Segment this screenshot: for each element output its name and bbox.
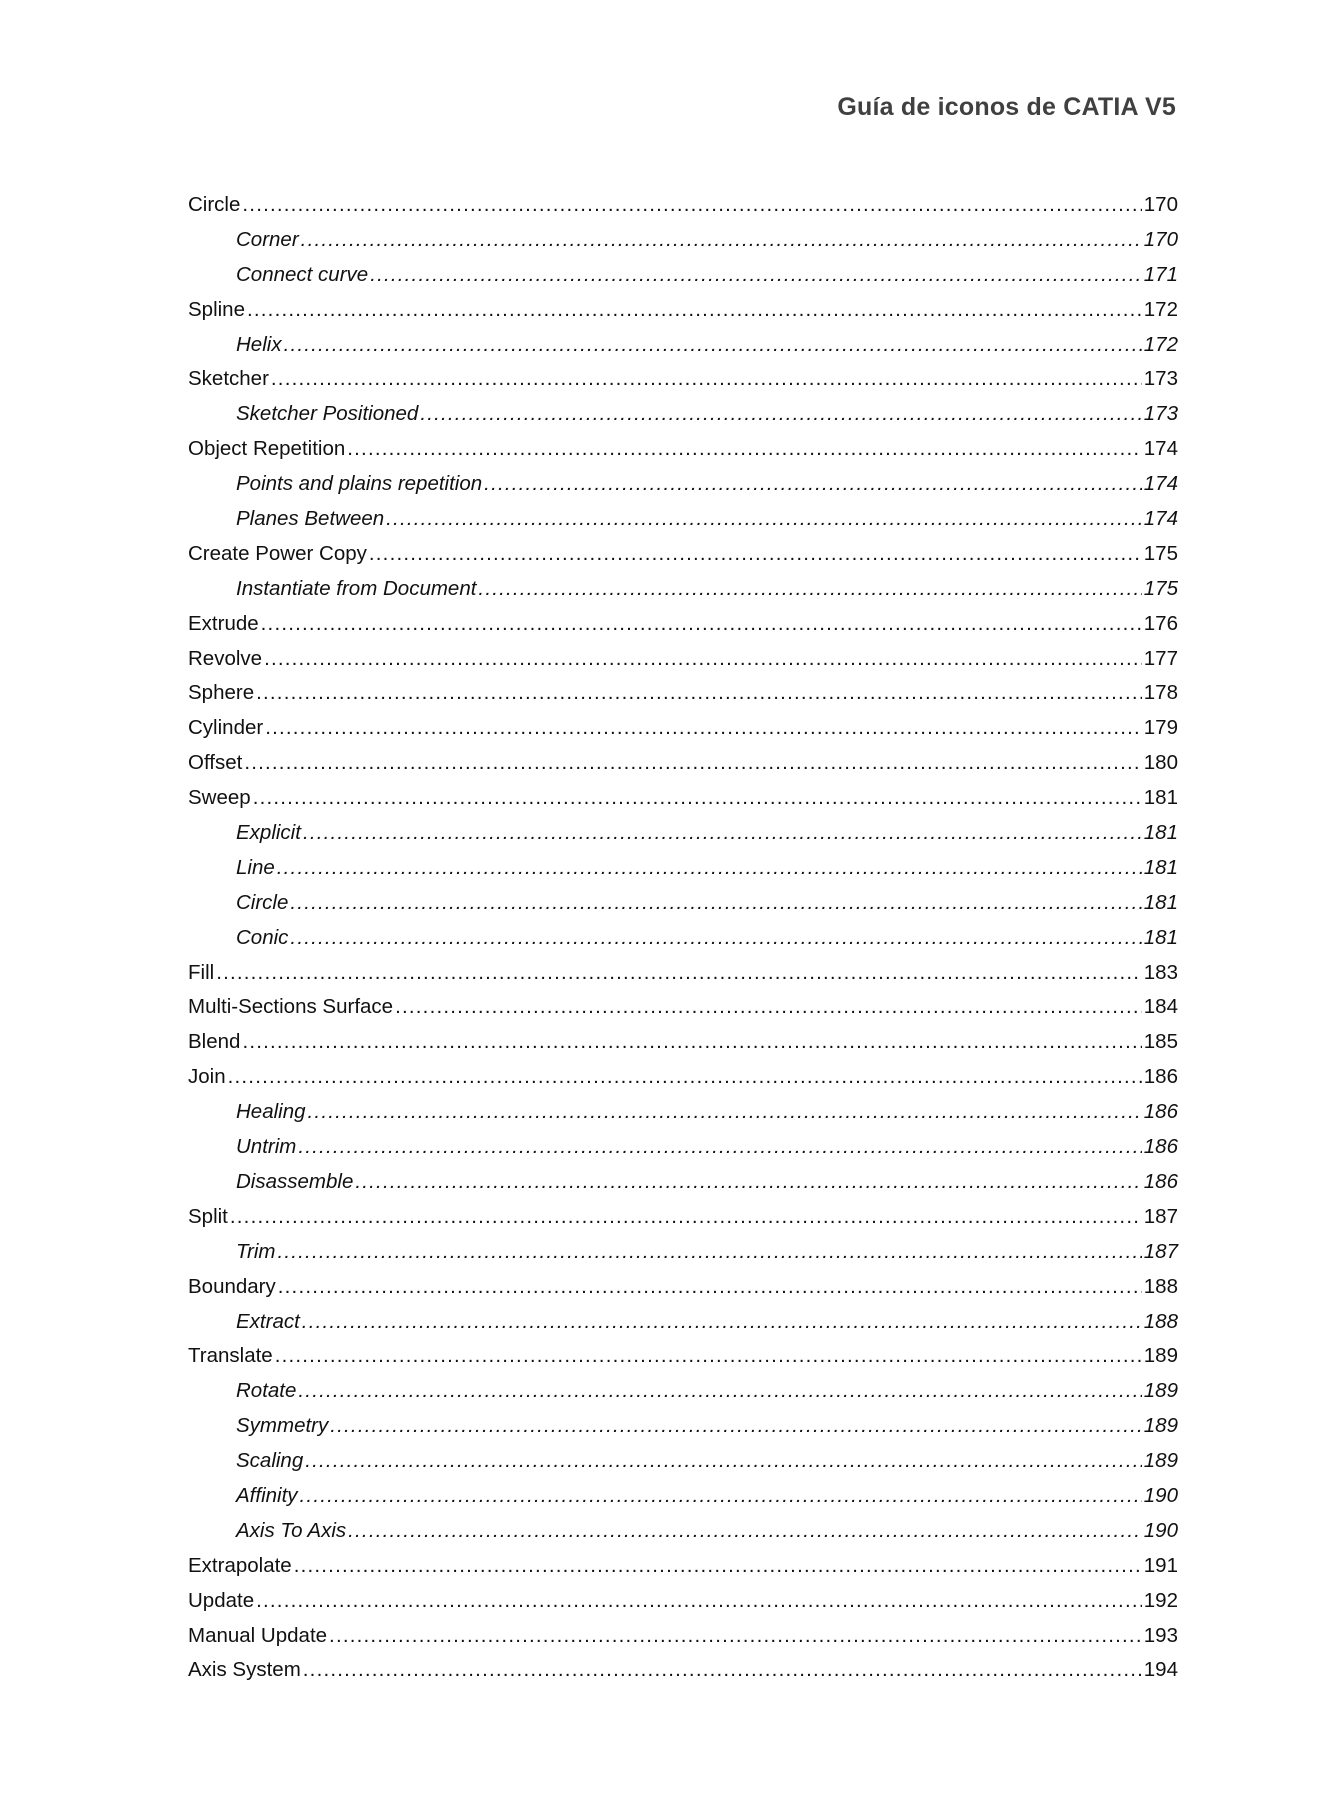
toc-page-number: 174 (1143, 472, 1178, 496)
toc-entry[interactable] (188, 437, 1178, 472)
toc-entry-label: Translate (188, 1344, 273, 1368)
page-header-title: Guía de iconos de CATIA V5 (837, 93, 1176, 121)
dot-leader (369, 542, 1142, 566)
toc-subentry[interactable] (188, 228, 1178, 263)
toc-page-number: 179 (1143, 716, 1178, 740)
toc-entry-label: Revolve (188, 646, 263, 670)
toc-page-number: 172 (1143, 332, 1178, 356)
dot-leader (242, 193, 1141, 217)
toc-subentry[interactable] (188, 333, 1178, 368)
toc-entry-label: Blend (188, 1030, 241, 1054)
toc-entry-label: Update (188, 1588, 255, 1612)
toc-page-number: 170 (1143, 227, 1178, 251)
dot-leader (275, 1344, 1142, 1368)
toc-entry[interactable] (188, 995, 1178, 1030)
dot-leader (278, 1275, 1142, 1299)
toc-entry-label: Multi-Sections Surface (188, 995, 394, 1019)
toc-entry-label: Spline (188, 297, 245, 321)
dot-leader (290, 891, 1141, 915)
toc-entry[interactable] (188, 1624, 1178, 1659)
toc-entry[interactable] (188, 193, 1178, 228)
dot-leader (284, 333, 1142, 357)
toc-entry[interactable] (188, 786, 1178, 821)
dot-leader (386, 507, 1142, 531)
toc-entry[interactable] (188, 1589, 1178, 1624)
dot-leader (330, 1414, 1142, 1438)
toc-subentry[interactable] (188, 1100, 1178, 1135)
toc-page-number: 173 (1143, 402, 1178, 426)
toc-page-number: 194 (1143, 1658, 1178, 1682)
toc-page-number: 175 (1143, 576, 1178, 600)
toc-subentry[interactable] (188, 1170, 1178, 1205)
toc-entry-label: Corner (236, 227, 299, 251)
toc-page-number: 190 (1143, 1483, 1178, 1507)
toc-entry-label: Points and plains repetition (236, 472, 483, 496)
toc-entry-label: Affinity (236, 1483, 298, 1507)
dot-leader (256, 681, 1142, 705)
toc-page-number: 171 (1143, 262, 1178, 286)
toc-entry[interactable] (188, 1205, 1178, 1240)
toc-page-number: 174 (1143, 437, 1178, 461)
toc-entry[interactable] (188, 647, 1178, 682)
toc-page-number: 192 (1143, 1588, 1178, 1612)
dot-leader (305, 1449, 1142, 1473)
dot-leader (484, 472, 1142, 496)
dot-leader (294, 1554, 1142, 1578)
dot-leader (277, 856, 1142, 880)
dot-leader (256, 1589, 1142, 1613)
dot-leader (301, 228, 1142, 252)
toc-subentry[interactable] (188, 821, 1178, 856)
toc-entry-label: Planes Between (236, 507, 385, 531)
toc-entry-label: Extrude (188, 611, 259, 635)
toc-subentry[interactable] (188, 1484, 1178, 1519)
toc-page-number: 170 (1143, 193, 1178, 216)
toc-entry-label: Create Power Copy (188, 541, 367, 565)
toc-page-number: 186 (1143, 1065, 1178, 1089)
dot-leader (290, 926, 1141, 950)
toc-subentry[interactable] (188, 891, 1178, 926)
toc-page-number: 193 (1143, 1623, 1178, 1647)
toc-page-number: 181 (1143, 925, 1178, 949)
toc-entry[interactable] (188, 1554, 1178, 1589)
toc-entry-label: Sketcher (188, 367, 269, 391)
dot-leader (370, 263, 1142, 287)
toc-page-number: 173 (1143, 367, 1178, 391)
toc-subentry[interactable] (188, 1310, 1178, 1345)
dot-leader (298, 1135, 1141, 1159)
toc-entry[interactable] (188, 961, 1178, 996)
toc-page-number: 183 (1143, 960, 1178, 984)
dot-leader (300, 1484, 1142, 1508)
toc-entry-label: Boundary (188, 1274, 276, 1298)
dot-leader (329, 1624, 1142, 1648)
toc-entry[interactable] (188, 716, 1178, 751)
toc-subentry[interactable] (188, 1240, 1178, 1275)
dot-leader (395, 995, 1142, 1019)
toc-entry-label: Line (236, 855, 275, 879)
toc-page-number: 181 (1143, 855, 1178, 879)
toc-entry[interactable] (188, 681, 1178, 716)
toc-subentry[interactable] (188, 856, 1178, 891)
toc-page-number: 172 (1143, 297, 1178, 321)
toc-entry[interactable] (188, 612, 1178, 647)
dot-leader (271, 367, 1142, 391)
dot-leader (298, 1379, 1141, 1403)
toc-page-number: 180 (1143, 751, 1178, 775)
toc-entry-label: Object Repetition (188, 437, 346, 461)
toc-entry-label: Axis To Axis (236, 1518, 347, 1542)
toc-entry-label: Connect curve (236, 262, 369, 286)
toc-subentry[interactable] (188, 402, 1178, 437)
toc-subentry[interactable] (188, 1519, 1178, 1554)
toc-subentry[interactable] (188, 1414, 1178, 1449)
toc-page-number: 186 (1143, 1169, 1178, 1193)
dot-leader (277, 1240, 1141, 1264)
toc-entry[interactable] (188, 1275, 1178, 1310)
toc-subentry[interactable] (188, 1135, 1178, 1170)
toc-entry-label: Sphere (188, 681, 255, 705)
toc-page-number: 181 (1143, 890, 1178, 914)
dot-leader (302, 1310, 1142, 1334)
toc-entry-label: Instantiate from Document (236, 576, 477, 600)
toc-page-number: 176 (1143, 611, 1178, 635)
toc-entry-label: Join (188, 1065, 226, 1089)
dot-leader (420, 402, 1141, 426)
toc-page-number: 189 (1143, 1449, 1178, 1473)
dot-leader (242, 1030, 1141, 1054)
toc-page-number: 178 (1143, 681, 1178, 705)
toc-entry-label: Rotate (236, 1379, 297, 1403)
toc-page-number: 174 (1143, 507, 1178, 531)
toc-entry-label: Cylinder (188, 716, 264, 740)
toc-entry[interactable] (188, 1030, 1178, 1065)
toc-subentry[interactable] (188, 577, 1178, 612)
dot-leader (244, 751, 1141, 775)
toc-entry-label: Extract (236, 1309, 300, 1333)
toc-page-number: 181 (1143, 821, 1178, 845)
toc-entry-label: Healing (236, 1100, 306, 1124)
dot-leader (348, 1519, 1142, 1543)
toc-page-number: 189 (1143, 1379, 1178, 1403)
toc-entry[interactable] (188, 1065, 1178, 1100)
toc-entry[interactable] (188, 1658, 1178, 1693)
toc-subentry[interactable] (188, 1449, 1178, 1484)
dot-leader (264, 647, 1142, 671)
dot-leader (247, 298, 1142, 322)
toc-entry-label: Helix (236, 332, 282, 356)
toc-page-number: 188 (1143, 1309, 1178, 1333)
toc-entry-label: Fill (188, 960, 215, 984)
toc-entry[interactable] (188, 751, 1178, 786)
toc-entry-label: Conic (236, 925, 289, 949)
toc-page-number: 189 (1143, 1414, 1178, 1438)
toc-entry-label: Scaling (236, 1449, 304, 1473)
toc-page-number: 187 (1143, 1239, 1178, 1263)
dot-leader (303, 821, 1142, 845)
toc-page-number: 184 (1143, 995, 1178, 1019)
toc-page-number: 186 (1143, 1135, 1178, 1159)
table-of-contents (188, 193, 1178, 1693)
toc-entry-label: Offset (188, 751, 243, 775)
toc-entry-label: Axis System (188, 1658, 301, 1682)
toc-page-number: 186 (1143, 1100, 1178, 1124)
toc-entry-label: Circle (236, 890, 289, 914)
toc-page-number: 190 (1143, 1518, 1178, 1542)
dot-leader (478, 577, 1141, 601)
toc-entry[interactable] (188, 1344, 1178, 1379)
toc-subentry[interactable] (188, 263, 1178, 298)
toc-subentry[interactable] (188, 472, 1178, 507)
dot-leader (265, 716, 1142, 740)
toc-page-number: 188 (1143, 1274, 1178, 1298)
dot-leader (347, 437, 1142, 461)
toc-entry[interactable] (188, 542, 1178, 577)
toc-entry-label: Circle (188, 193, 241, 216)
toc-page-number: 175 (1143, 541, 1178, 565)
toc-entry-label: Sweep (188, 786, 251, 810)
dot-leader (228, 1065, 1142, 1089)
toc-entry-label: Manual Update (188, 1623, 328, 1647)
toc-entry-label: Trim (236, 1239, 276, 1263)
toc-entry-label: Sketcher Positioned (236, 402, 419, 426)
toc-page-number: 185 (1143, 1030, 1178, 1054)
toc-entry[interactable] (188, 367, 1178, 402)
toc-entry[interactable] (188, 298, 1178, 333)
dot-leader (261, 612, 1142, 636)
toc-entry-label: Explicit (236, 821, 301, 845)
toc-page-number: 191 (1143, 1553, 1178, 1577)
toc-subentry[interactable] (188, 1379, 1178, 1414)
dot-leader (216, 961, 1142, 985)
dot-leader (230, 1205, 1142, 1229)
dot-leader (308, 1100, 1142, 1124)
toc-page-number: 177 (1143, 646, 1178, 670)
toc-entry-label: Disassemble (236, 1169, 354, 1193)
toc-page-number: 181 (1143, 786, 1178, 810)
dot-leader (303, 1658, 1142, 1682)
toc-page-number: 189 (1143, 1344, 1178, 1368)
toc-subentry[interactable] (188, 926, 1178, 961)
toc-entry-label: Untrim (236, 1135, 297, 1159)
toc-entry-label: Symmetry (236, 1414, 329, 1438)
dot-leader (355, 1170, 1141, 1194)
toc-entry-label: Extrapolate (188, 1553, 292, 1577)
toc-page-number: 187 (1143, 1204, 1178, 1228)
dot-leader (253, 786, 1142, 810)
toc-subentry[interactable] (188, 507, 1178, 542)
toc-entry-label: Split (188, 1204, 228, 1228)
